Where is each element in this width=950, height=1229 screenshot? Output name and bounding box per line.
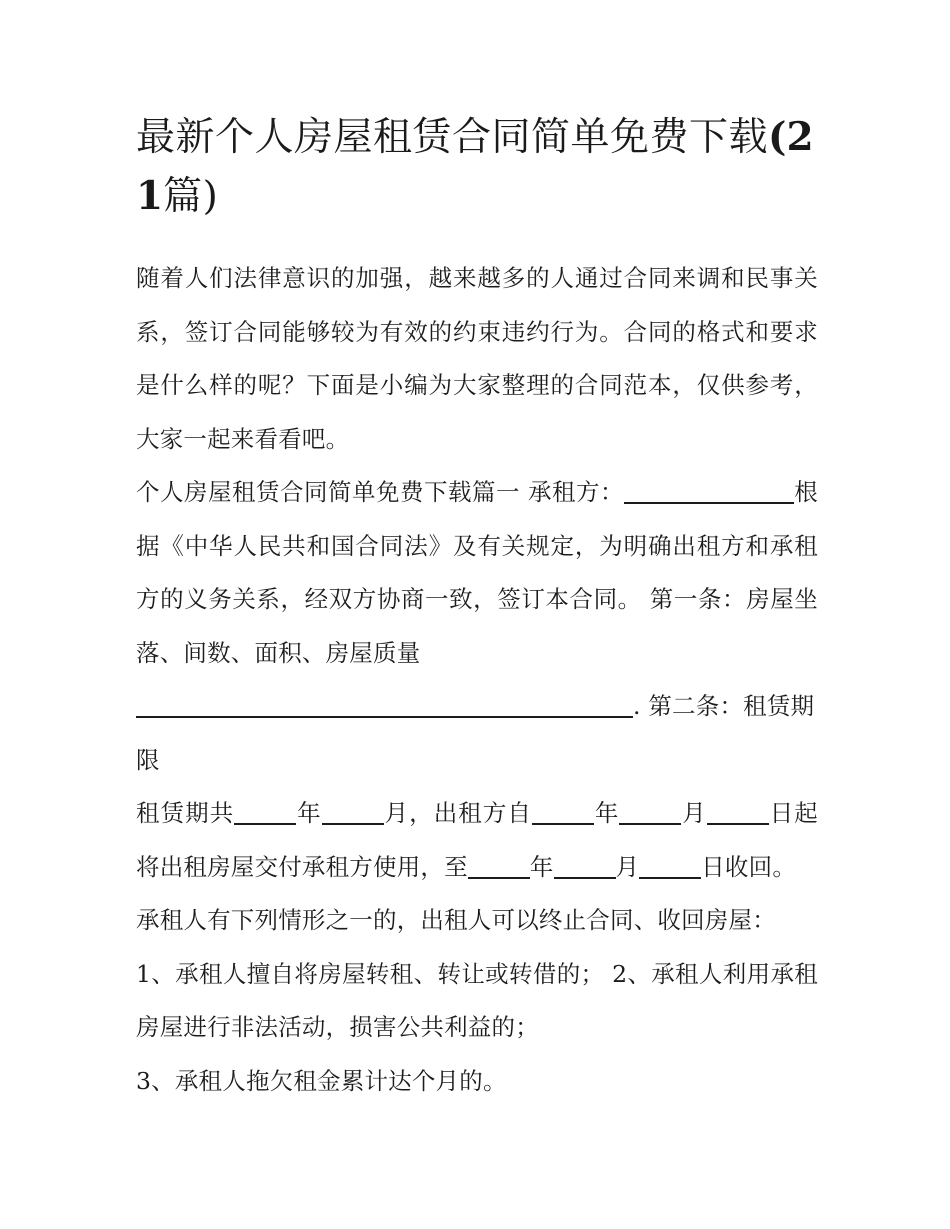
lease-months-blank-field[interactable] bbox=[322, 823, 384, 825]
paragraph-termination-item-3: 3、承租人拖欠租金累计达个月的。 bbox=[136, 1066, 507, 1095]
lease-years-blank-field[interactable] bbox=[234, 823, 296, 825]
end-year-blank-field[interactable] bbox=[468, 877, 530, 879]
paragraph-intro: 随着人们法律意识的加强，越来越多的人通过合同来调和民事关系，签订合同能够较为有效的约束违约行为。合同的格式和要求是什么样的呢？下面是小编为大家整理的合同范本，仅供参考，大家一起来看看吧。 bbox=[136, 264, 818, 453]
start-day-blank-field[interactable] bbox=[707, 823, 769, 825]
paragraph-termination-intro: 承租人有下列情形之一的，出租人可以终止合同、收回房屋： bbox=[136, 906, 776, 934]
paragraph-termination-items: 1、承租人擅自将房屋转租、转让或转借的； 2、承租人利用承租房屋进行非法活动，损害公共利益的； bbox=[136, 959, 818, 1041]
lease-term-seg6: 日起将出租房屋交付承租方使用，至 bbox=[136, 799, 819, 881]
lease-term-seg2: 年 bbox=[296, 799, 322, 827]
lease-term-seg8: 月 bbox=[615, 852, 640, 881]
lease-term-seg9: 日收回。 bbox=[701, 852, 797, 881]
lease-term-seg7: 年 bbox=[529, 852, 554, 881]
page-title-count-suffix: 篇) bbox=[163, 174, 219, 219]
paragraph-clause-two bbox=[136, 680, 818, 787]
paragraph-lease-term bbox=[136, 787, 818, 894]
property-description-blank-field[interactable] bbox=[136, 716, 633, 718]
end-month-blank-field[interactable] bbox=[554, 877, 616, 879]
lessee-blank-field[interactable] bbox=[624, 502, 794, 504]
document-content bbox=[136, 108, 818, 1108]
page-title bbox=[136, 108, 818, 226]
section-heading-text: 个人房屋租赁合同简单免费下载篇一 承租方： bbox=[136, 478, 624, 506]
clause-two-text: . 第二条：租赁期限 bbox=[136, 692, 815, 774]
page-title-count: (21 bbox=[136, 114, 814, 219]
page-title-text: 最新个人房屋租赁合同简单免费下载 bbox=[136, 115, 769, 160]
lease-term-seg4: 年 bbox=[594, 799, 620, 827]
lease-term-seg1: 租赁期共 bbox=[136, 799, 235, 827]
start-month-blank-field[interactable] bbox=[619, 823, 681, 825]
paragraph-section-heading bbox=[136, 466, 818, 680]
end-day-blank-field[interactable] bbox=[639, 877, 701, 879]
section-heading-body: 根据《中华人民共和国合同法》及有关规定，为明确出租方和承租方的义务关系，经双方协商一致，签订本合同。 第一条：房屋坐落、间数、面积、房屋质量 bbox=[136, 478, 819, 667]
start-year-blank-field[interactable] bbox=[532, 823, 594, 825]
lease-term-seg3: 月，出租方自 bbox=[383, 799, 532, 827]
lease-term-seg5: 月 bbox=[681, 799, 707, 827]
